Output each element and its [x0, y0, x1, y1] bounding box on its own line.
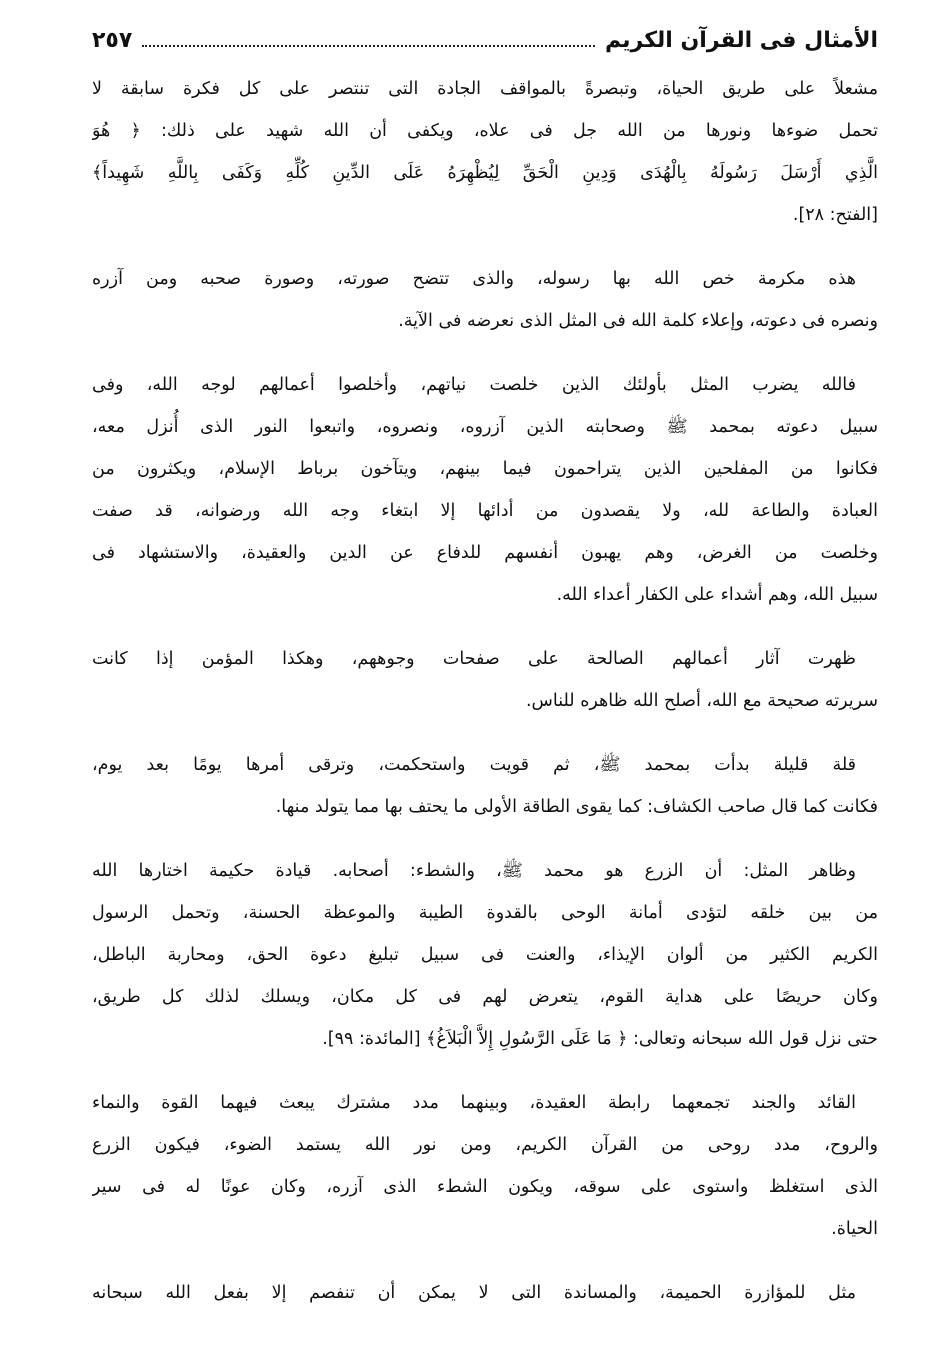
book-page	[92, 28, 878, 1336]
paragraph	[92, 68, 878, 236]
text-line: فكانت كما قال صاحب الكشاف: كما يقوى الطاقة الأولى ما يحتف بها مما يتولد منها.	[275, 797, 878, 817]
text-line: وكان حريصًا على هداية القوم، يتعرض لهم فى كل مكان، ويسلك لذلك كل طريق،	[92, 987, 878, 1007]
text-line: سبيل دعوته بمحمد ﷺ وصحابته الذين آزروه، ونصروه، واتبعوا النور الذى أُنزل معه،	[92, 417, 878, 437]
text-line: ونصره فى دعوته، وإعلاء كلمة الله فى المثل الذى نعرضه فى الآية.	[398, 311, 878, 331]
text-line: الذى استغلظ واستوى على سوقه، ويكون الشطء الذى آزره، وكان عونًا له فى سير	[92, 1177, 878, 1197]
paragraph	[92, 1082, 878, 1250]
text-line: حتى نزل قول الله سبحانه وتعالى: ﴿ مَا عَلَى الرَّسُولِ إِلاَّ الْبَلاَغُ﴾ [المائدة: ٩٩].	[322, 1029, 878, 1049]
page-number: ٢٥٧	[92, 28, 133, 53]
text-line: مثل للمؤازرة الحميمة، والمساندة التى لا يمكن أن تنفصم إلا بفعل الله سبحانه	[92, 1283, 856, 1303]
text-line: الَّذِي أَرْسَلَ رَسُولَهُ بِالْهُدَى وَدِينِ الْحَقِّ لِيُظْهِرَهُ عَلَى الدِّينِ كُلِّهِ وَكَفَى بِاللَّهِ شَهِيداً﴾	[92, 163, 878, 183]
text-line: وظاهر المثل: أن الزرع هو محمد ﷺ، والشطء: أصحابه. قيادة حكيمة اختارها الله	[92, 861, 856, 881]
text-line: والروح، مدد روحى من القرآن الكريم، ومن نور الله يستمد الضوء، فيكون الزرع	[92, 1135, 878, 1155]
text-line: سريرته صحيحة مع الله، أصلح الله ظاهره للناس.	[525, 691, 878, 711]
text-line: فكانوا من المفلحين الذين يتراحمون فيما بينهم، ويتآخون برباط الإسلام، ويكثرون من	[92, 459, 878, 479]
running-header	[92, 28, 878, 68]
text-line: من بين خلقه لتؤدى أمانة الوحى بالقدوة الطيبة والموعظة الحسنة، وتحمل الرسول	[92, 903, 878, 923]
text-line: العبادة والطاعة لله، ولا يقصدون من أدائها إلا ابتغاء وجه الله ورضوانه، قد صفت	[92, 501, 878, 521]
text-line: الكريم الكثير من ألوان الإيذاء، والعنت فى سبيل تبليغ دعوة الحق، ومحاربة الباطل،	[92, 945, 878, 965]
text-line: وخلصت من الغرض، وهم يهبون أنفسهم للدفاع عن الدين والعقيدة، والاستشهاد فى	[92, 543, 878, 563]
text-line: مشعلاً على طريق الحياة، وتبصرةً بالمواقف الجادة التى تنتصر على كل فكرة سابقة لا	[92, 79, 878, 99]
text-line: قلة قليلة بدأت بمحمد ﷺ، ثم قويت واستحكمت، وترقى أمرها يومًا بعد يوم،	[92, 755, 856, 775]
text-line: سبيل الله، وهم أشداء على الكفار أعداء الله.	[556, 585, 878, 605]
text-line: [الفتح: ٢٨].	[792, 205, 878, 225]
leader-dots	[142, 45, 595, 47]
page-body	[92, 68, 878, 1314]
text-line: القائد والجند تجمعهما رابطة العقيدة، وبينهما مدد مشترك يبعث فيهما القوة والنماء	[92, 1093, 856, 1113]
paragraph	[92, 1272, 878, 1314]
text-line: تحمل ضوءها ونورها من الله جل فى علاه، ويكفى أن الله شهيد على ذلك: ﴿ هُوَ	[92, 121, 878, 141]
text-line: الحياة.	[831, 1219, 878, 1239]
book-title: الأمثال فى القرآن الكريم	[605, 28, 878, 53]
paragraph	[92, 850, 878, 1060]
paragraph	[92, 364, 878, 616]
paragraph	[92, 258, 878, 342]
text-line: ظهرت آثار أعمالهم الصالحة على صفحات وجوههم، وهكذا المؤمن إذا كانت	[92, 649, 856, 669]
text-line: هذه مكرمة خص الله بها رسوله، والذى تتضح صورته، وصورة صحبه ومن آزره	[92, 269, 856, 289]
paragraph	[92, 744, 878, 828]
paragraph	[92, 638, 878, 722]
text-line: فالله يضرب المثل بأولئك الذين خلصت نياتهم، وأخلصوا أعمالهم لوجه الله، وفى	[92, 375, 856, 395]
